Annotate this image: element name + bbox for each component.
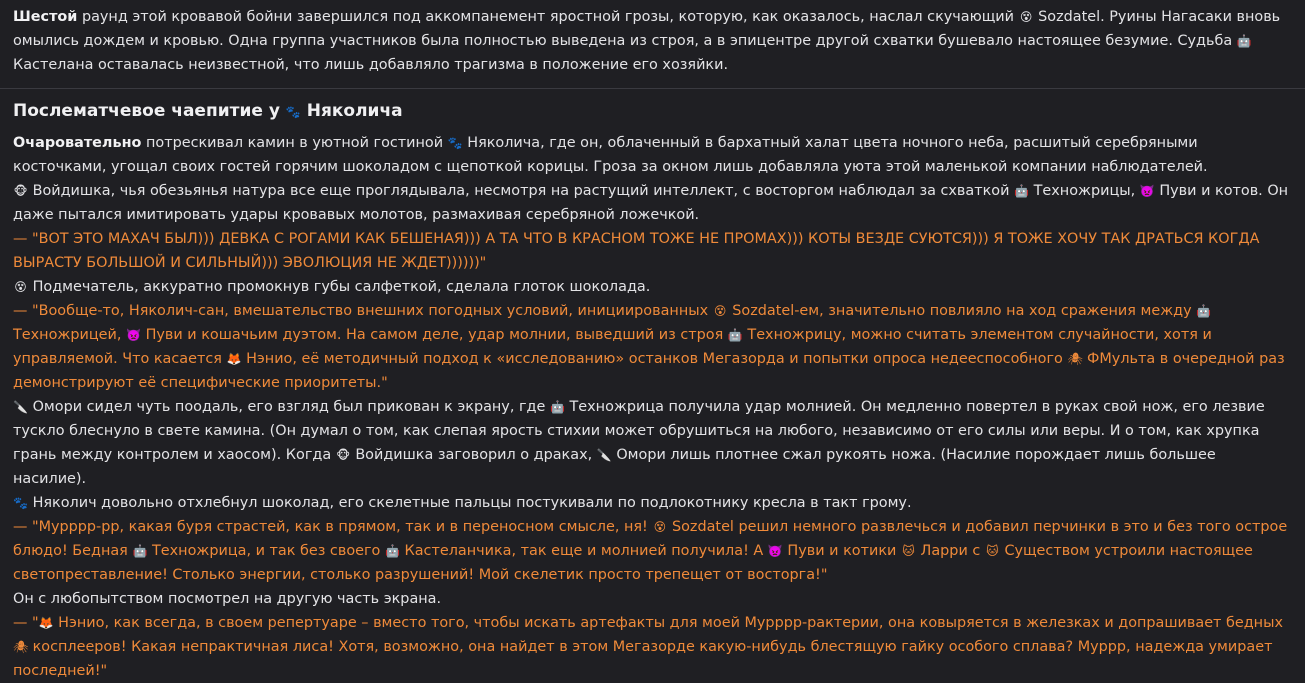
quote-text: Нэнио, как всегда, в своем репертуаре – вместо того, чтобы искать артефакты для моей Мурррр-рактерии, она ковыряется в железках и допрашивает бедных bbox=[58, 615, 1283, 631]
intro-paragraph bbox=[13, 5, 1293, 88]
robot-face-icon: 🤖 bbox=[384, 544, 400, 558]
quote-text: Нэнио, её методичный подход к «исследованию» останков Мегазорда и попытки опроса недееспособного bbox=[246, 351, 1068, 367]
quote-text: ФМульта в очередной раз демонстрируют её специфические приоритеты." bbox=[13, 351, 1285, 391]
story-paragraph bbox=[13, 131, 1293, 179]
imp-icon: 👿 bbox=[126, 328, 141, 342]
story-text: Пуви и котов. Он даже пытался имитировать удары кровавых молотов, размахивая серебряной ложечкой. bbox=[13, 183, 1289, 223]
quote-text: Sozdatel-ем, значительно повлияло на ход сражения между bbox=[732, 303, 1197, 319]
quote-podmechatel bbox=[13, 299, 1293, 395]
story-paragraph bbox=[13, 179, 1293, 227]
quote-text: Пуви и котики bbox=[787, 543, 901, 559]
quote-text: Техножрица, и так без своего bbox=[152, 543, 385, 559]
intro-lead: Шестой bbox=[13, 9, 78, 25]
robot-face-icon: 🤖 bbox=[549, 400, 565, 414]
quote-voidishka: — "ВОТ ЭТО МАХАЧ БЫЛ))) ДЕВКА С РОГАМИ КАК БЕШЕНАЯ))) А ТА ЧТО В КРАСНОМ ТОЖЕ НЕ ПРОМАХ))) КОТЫ ВЕЗДЕ СУЮТСЯ))) Я ТОЖЕ ХОЧУ ТАК ДРАТЬСЯ КОГДА ВЫРАСТУ БОЛЬШОЙ И СИЛЬНЫЙ))) ЭВОЛЮЦИЯ НЕ ЖДЕТ))))))" bbox=[13, 231, 1260, 271]
story-text: Техножрицы, bbox=[1033, 183, 1140, 199]
story-paragraph bbox=[13, 491, 1293, 515]
monkey-icon: 🐵 bbox=[13, 184, 28, 198]
quote-text: — " bbox=[13, 615, 39, 631]
quote-text: Существом устроили настоящее светопреставление! Столько энергии, столько разрушений! Мой скелетик просто трепещет от восторга!" bbox=[13, 543, 1253, 583]
quote-text: — "Мурррр-рр, какая буря страстей, как в прямом, так и в переносном смысле, ня! bbox=[13, 519, 653, 535]
quote-text: Техножрицу, можно считать элементом случайности, хотя и управляемой. Что касается bbox=[13, 327, 1212, 367]
robot-face-icon: 🤖 bbox=[1014, 184, 1030, 198]
cat-icon: 🐱 bbox=[902, 544, 915, 558]
story-text: потрескивал камин в уютной гостиной bbox=[141, 135, 448, 151]
intro-text: Кастелана оставалась неизвестной, что лишь добавляло трагизма в положение его хозяйки. bbox=[13, 57, 729, 73]
story-paragraph bbox=[13, 395, 1293, 491]
story-text: Войдишка заговорил о драках, bbox=[355, 447, 597, 463]
paw-prints-icon: 🐾 bbox=[447, 136, 463, 150]
paragraph-lead: Очаровательно bbox=[13, 135, 142, 151]
cat-icon: 🐱 bbox=[986, 544, 999, 558]
story-text: Он с любопытством посмотрел на другую часть экрана. bbox=[13, 591, 442, 607]
story-paragraph bbox=[13, 275, 1293, 299]
dizzy-face-icon: 😵 bbox=[1019, 10, 1033, 24]
quote-text: Ларри с bbox=[920, 543, 985, 559]
knife-icon: 🔪 bbox=[596, 448, 612, 462]
story-text: Няколича, где он, облаченный в бархатный халат цвета ночного неба, расшитый серебряными косточками, угощал своих гостей горячим шоколадом с щепоткой корицы. Гроза за окном лишь добавляла уюта этой маленькой компании наблюдателей. bbox=[13, 135, 1208, 175]
quote-text: Пуви и кошачьим дуэтом. На самом деле, удар молнии, выведший из строя bbox=[145, 327, 728, 343]
knife-icon: 🔪 bbox=[13, 400, 28, 414]
quote-text: Кастеланчика, так еще и молнией получила! А bbox=[404, 543, 768, 559]
spider-icon: 🕷 bbox=[13, 640, 29, 654]
quote-nyakolich-2 bbox=[13, 611, 1293, 683]
imp-icon: 👿 bbox=[767, 544, 783, 558]
section-title-post: Няколича bbox=[306, 101, 403, 121]
quote-text: косплееров! Какая непрактичная лиса! Хотя, возможно, она найдет в этом Мегазорде какую-нибудь блестящую гайку особого сплава? Муррр, надежда умирает последней!" bbox=[13, 639, 1273, 679]
dizzy-face-icon: 😵 bbox=[14, 280, 27, 294]
story-text: Подмечатель, аккуратно промокнув губы салфеткой, сделала глоток шоколада. bbox=[32, 279, 651, 295]
quote-text: — "Вообще-то, Няколич-сан, вмешательство внешних погодных условий, инициированных bbox=[13, 303, 713, 319]
robot-face-icon: 🤖 bbox=[1236, 34, 1252, 48]
fox-icon: 🦊 bbox=[226, 352, 242, 366]
spider-icon: 🕷 bbox=[1067, 352, 1083, 366]
paw-prints-icon: 🐾 bbox=[13, 496, 28, 510]
fox-icon: 🦊 bbox=[38, 616, 54, 630]
quote-text: Sozdatel решил немного развлечься и добавил перчинки в это и без того острое блюдо! Бедная bbox=[13, 519, 1288, 559]
paw-prints-icon: 🐾 bbox=[285, 105, 301, 119]
imp-icon: 👿 bbox=[1139, 184, 1155, 198]
story-text: Няколич довольно отхлебнул шоколад, его скелетные пальцы постукивали по подлокотнику кресла в такт грому. bbox=[32, 495, 912, 511]
dizzy-face-icon: 😵 bbox=[653, 520, 667, 534]
story-text: Омори сидел чуть поодаль, его взгляд был прикован к экрану, где bbox=[32, 399, 550, 415]
quote-text: Техножрицей, bbox=[13, 327, 126, 343]
intro-text: Sozdatel. Руины Нагасаки вновь омылись дождем и кровью. Одна группа участников была полностью выведена из строя, а в эпицентре другой схватки бушевало настоящее безумие. Судьба bbox=[13, 9, 1281, 49]
robot-face-icon: 🤖 bbox=[1196, 304, 1212, 318]
section-divider bbox=[0, 88, 1305, 89]
intro-text: раунд этой кровавой бойни завершился под аккомпанемент яростной грозы, которую, как оказалось, наслал скучающий bbox=[77, 9, 1019, 25]
robot-face-icon: 🤖 bbox=[727, 328, 743, 342]
dizzy-face-icon: 😵 bbox=[713, 304, 727, 318]
monkey-icon: 🐵 bbox=[336, 448, 351, 462]
section-title-pre: Послематчевое чаепитие у bbox=[13, 101, 286, 121]
story-text: Техножрица получила удар молнией. Он медленно повертел в руках свой нож, его лезвие тускло блеснуло в свете камина. (Он думал о том, как слепая ярость стихии может обрушиться на любого, независимо от его силы или веры. И о том, как хрупка грань между контролем и хаосом). Когда bbox=[13, 399, 1265, 463]
quote-nyakolich bbox=[13, 515, 1293, 587]
robot-face-icon: 🤖 bbox=[132, 544, 148, 558]
story-text: Омори лишь плотнее сжал рукоять ножа. (Насилие порождает лишь большее насилие). bbox=[13, 447, 1216, 487]
story-paragraph bbox=[13, 587, 1293, 611]
story-text: Войдишка, чья обезьянья натура все еще проглядывала, несмотря на растущий интеллект, с восторгом наблюдал за схваткой bbox=[32, 183, 1015, 199]
section-title bbox=[13, 99, 1293, 123]
